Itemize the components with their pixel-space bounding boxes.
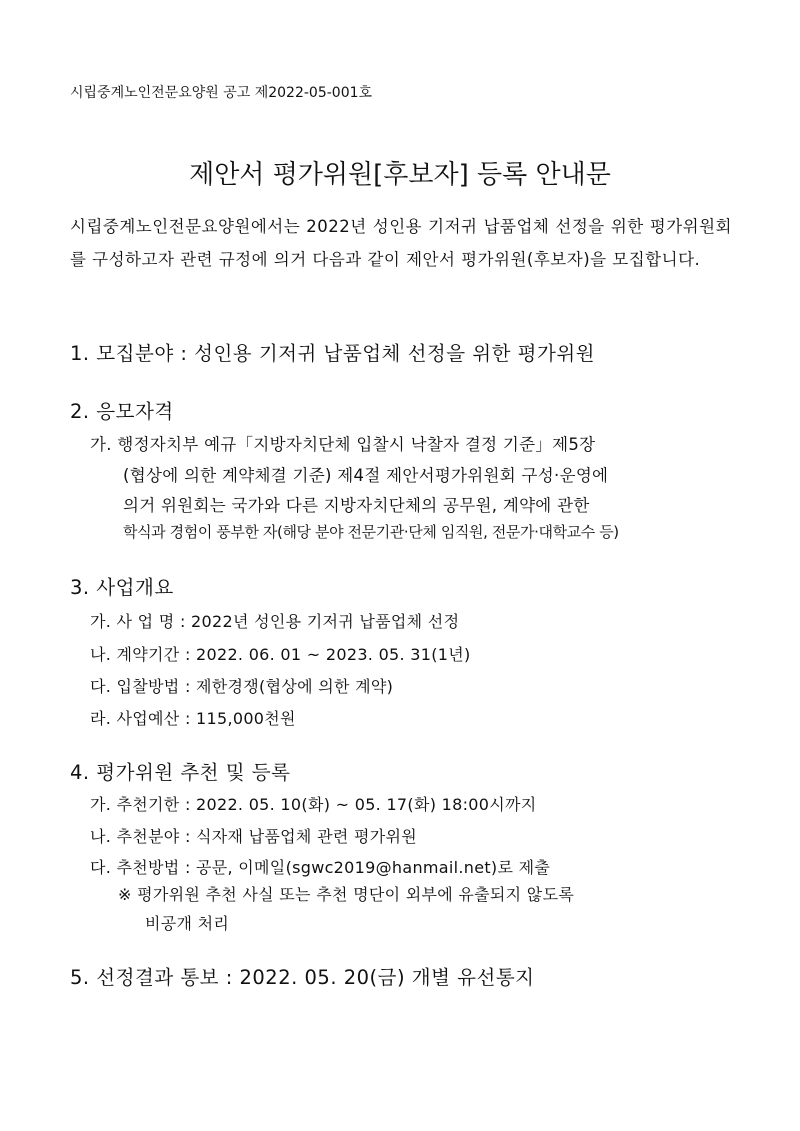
section-2-line: 학식과 경험이 풍부한 자(해당 분야 전문기관·단체 임직원, 전문가·대학교수 등) <box>123 523 619 541</box>
section-5-heading: 5. 선정결과 통보 : 2022. 05. 20(금) 개별 유선통지 <box>70 966 535 989</box>
section-4-note: ※ 평가위원 추천 사실 또는 추천 명단이 외부에 유출되지 않도록 <box>118 885 575 904</box>
section-2-line: 의거 위원회는 국가와 다른 지방자치단체의 공무원, 계약에 관한 <box>123 496 590 515</box>
section-4-line: 다. 추천방법 : 공문, 이메일(sgwc2019@hanmail.net)로 제출 <box>90 858 551 877</box>
document-title: 제안서 평가위원[후보자] 등록 안내문 <box>189 160 611 190</box>
section-1-heading: 1. 모집분야 : 성인용 기저귀 납품업체 선정을 위한 평가위원 <box>70 342 596 365</box>
section-2-line: 가. 행정자치부 예규「지방자치단체 입찰시 낙찰자 결정 기준」제5장 <box>90 435 596 454</box>
section-3-heading: 3. 사업개요 <box>70 576 174 599</box>
intro-paragraph: 시립중계노인전문요양원에서는 2022년 성인용 기저귀 납품업체 선정을 위한 평가위원회를 구성하고자 관련 규정에 의거 다음과 같이 제안서 평가위원(후보자)을 모집합니다. <box>70 217 732 269</box>
section-2-line: (협상에 의한 계약체결 기준) 제4절 제안서평가위원회 구성·운영에 <box>123 466 609 485</box>
section-4-line: 나. 추천분야 : 식자재 납품업체 관련 평가위원 <box>90 827 418 846</box>
section-3-line: 가. 사 업 명 : 2022년 성인용 기저귀 납품업체 선정 <box>90 612 460 631</box>
section-4-line: 가. 추천기한 : 2022. 05. 10(화) ~ 05. 17(화) 18:00시까지 <box>90 795 537 814</box>
section-4-note: 비공개 처리 <box>145 914 230 933</box>
section-4-heading: 4. 평가위원 추천 및 등록 <box>70 761 291 784</box>
section-3-line: 나. 계약기간 : 2022. 06. 01 ~ 2023. 05. 31(1년) <box>90 645 471 664</box>
section-2-heading: 2. 응모자격 <box>70 400 174 423</box>
section-3-line: 라. 사업예산 : 115,000천원 <box>90 709 296 728</box>
section-3-line: 다. 입찰방법 : 제한경쟁(협상에 의한 계약) <box>90 677 394 696</box>
notice-number: 시립중계노인전문요양원 공고 제2022-05-001호 <box>70 85 373 101</box>
